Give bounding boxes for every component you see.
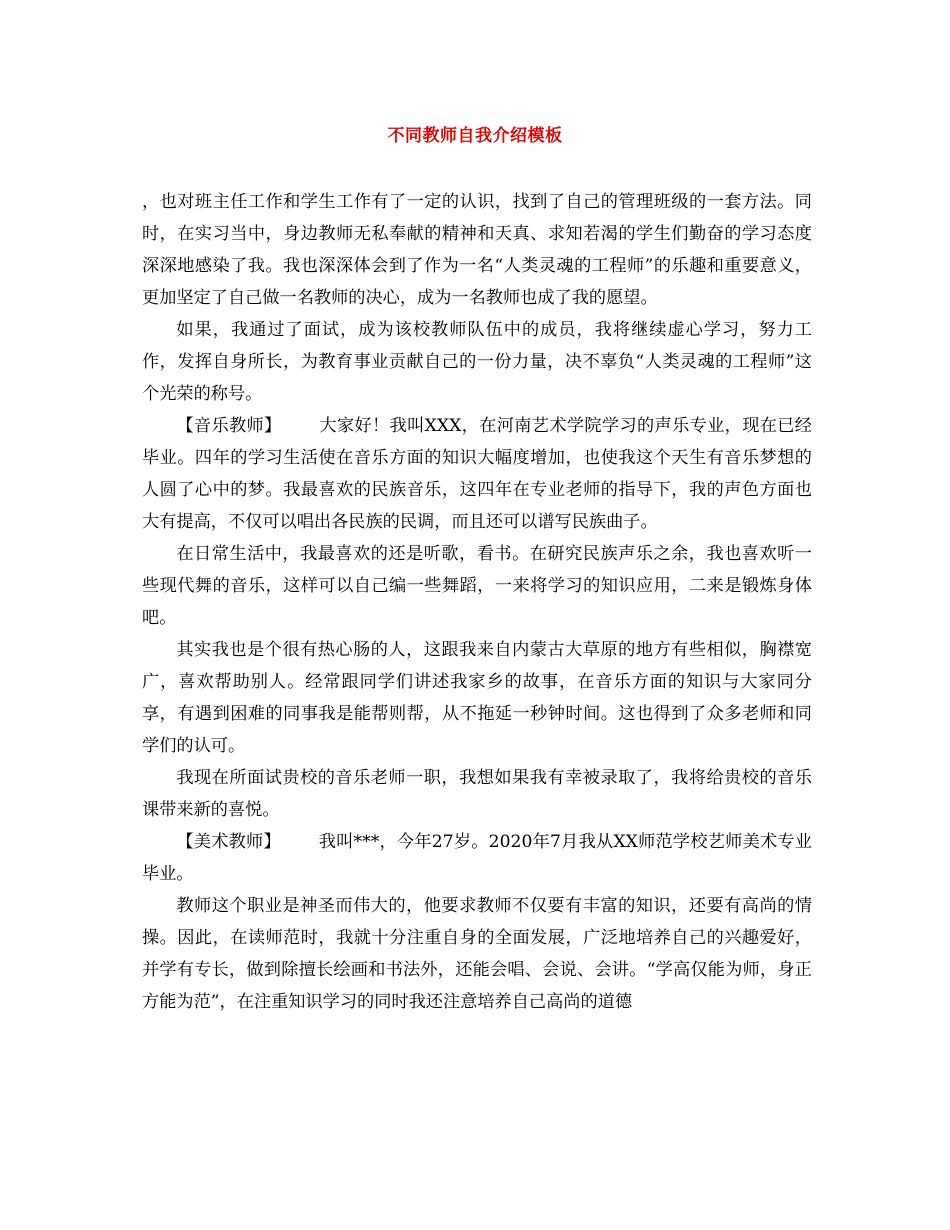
paragraph-text: 大家好！我叫XXX，在河南艺术学院学习的声乐专业，现在已经毕业。四年的学习生活使在音乐方面的知识大幅度增加，也使我这个天生有音乐梦想的人圆了心中的梦。我最喜欢的民族音乐，这四年在专业老师的指导下，我的声色方面也大有提高，不仅可以唱出各民族的民调，而且还可以谱写民族曲子。 (142, 416, 812, 532)
document-body (142, 186, 812, 1018)
paragraph-text: 如果，我通过了面试，成为该校教师队伍中的成员，我将继续虚心学习，努力工作，发挥自身所长，为教育事业贡献自己的一份力量，决不辜负“人类灵魂的工程师”这个光荣的称号。 (142, 320, 812, 404)
paragraph (142, 762, 812, 826)
paragraph (142, 890, 812, 1018)
section-tag-music-teacher: 【音乐教师】 (176, 416, 282, 436)
paragraph (142, 634, 812, 762)
paragraph-text: 我叫***，今年27岁。2020年7月我从XX师范学校艺师美术专业毕业。 (142, 832, 812, 884)
paragraph (142, 538, 812, 634)
paragraph-text: 在日常生活中，我最喜欢的还是听歌，看书。在研究民族声乐之余，我也喜欢听一些现代舞的音乐，这样可以自己编一些舞蹈，一来将学习的知识应用，二来是锻炼身体吧。 (142, 544, 812, 628)
paragraph (142, 410, 812, 538)
paragraph (142, 826, 812, 890)
paragraph-text: 其实我也是个很有热心肠的人，这跟我来自内蒙古大草原的地方有些相似，胸襟宽广，喜欢帮助别人。经常跟同学们讲述我家乡的故事，在音乐方面的知识与大家同分享，有遇到困难的同事我是能帮则帮，从不拖延一秒钟时间。这也得到了众多老师和同学们的认可。 (142, 640, 812, 756)
paragraph (142, 314, 812, 410)
paragraph-text: 教师这个职业是神圣而伟大的，他要求教师不仅要有丰富的知识，还要有高尚的情操。因此，在读师范时，我就十分注重自身的全面发展，广泛地培养自己的兴趣爱好，并学有专长，做到除擅长绘画和书法外，还能会唱、会说、会讲。“学高仅能为师，身正方能为范”，在注重知识学习的同时我还注意培养自己高尚的道德 (142, 896, 812, 1012)
section-tag-art-teacher: 【美术教师】 (176, 832, 281, 852)
document-title: 不同教师自我介绍模板 (387, 126, 563, 146)
paragraph (142, 186, 812, 314)
paragraph-text: ，也对班主任工作和学生工作有了一定的认识，找到了自己的管理班级的一套方法。同时，在实习当中，身边教师无私奉献的精神和天真、求知若渴的学生们勤奋的学习态度深深地感染了我。我也深深体会到了作为一名“人类灵魂的工程师”的乐趣和重要意义，更加坚定了自己做一名教师的决心，成为一名教师也成了我的愿望。 (142, 192, 812, 308)
paragraph-text: 我现在所面试贵校的音乐老师一职，我想如果我有幸被录取了，我将给贵校的音乐课带来新的喜悦。 (142, 768, 812, 820)
